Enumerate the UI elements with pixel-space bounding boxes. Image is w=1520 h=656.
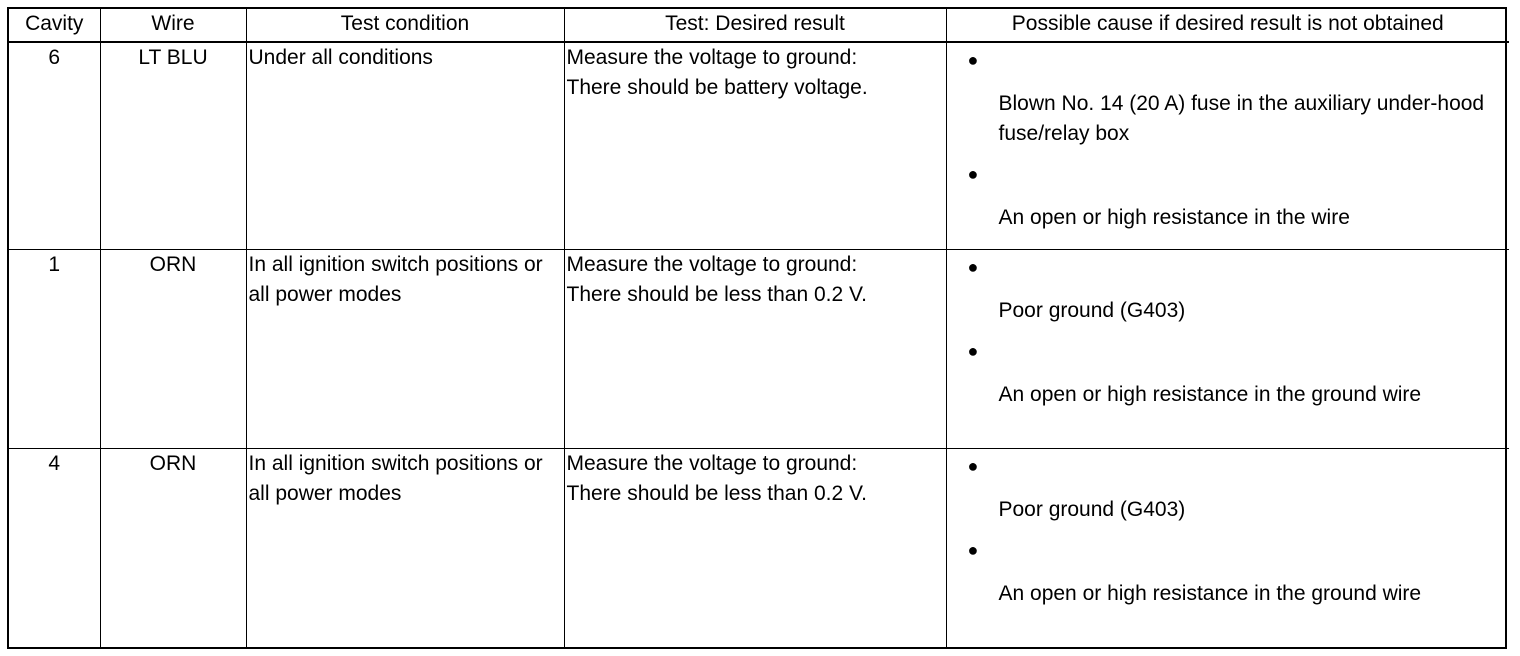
- header-possible-cause: Possible cause if desired result is not obtained: [946, 9, 1509, 42]
- cause-text: An open or high resistance in the ground wire: [998, 383, 1422, 407]
- cause-text: Blown No. 14 (20 A) fuse in the auxiliary under-hood fuse/relay box: [998, 92, 1485, 145]
- cause-item: [968, 451, 1510, 525]
- condition-cell: In all ignition switch positions or all power modes: [246, 250, 564, 449]
- result-line: There should be less than 0.2 V.: [566, 481, 867, 505]
- cavity-cell: 6: [9, 42, 100, 250]
- wire-cell: LT BLU: [100, 42, 246, 250]
- cause-text: An open or high resistance in the ground wire: [998, 581, 1422, 605]
- result-line: Measure the voltage to ground:: [566, 253, 858, 277]
- table-row: [9, 250, 1509, 449]
- result-line: There should be less than 0.2 V.: [566, 283, 867, 307]
- result-cell: [564, 448, 946, 647]
- cause-item: [968, 159, 1510, 233]
- cause-item: [968, 535, 1510, 609]
- table-row: [9, 42, 1509, 250]
- cavity-cell: 4: [9, 448, 100, 647]
- header-wire: Wire: [100, 9, 246, 42]
- bullet-icon: ●: [967, 164, 979, 184]
- result-line: Measure the voltage to ground:: [566, 451, 858, 475]
- bullet-icon: ●: [967, 539, 979, 560]
- header-test-condition: Test condition: [246, 9, 564, 42]
- diagnostic-table-frame: [7, 7, 1507, 649]
- result-cell: [564, 250, 946, 449]
- result-line: There should be battery voltage.: [566, 76, 868, 99]
- cause-item: [968, 336, 1510, 410]
- bullet-icon: ●: [967, 257, 979, 278]
- header-desired-result: Test: Desired result: [564, 9, 946, 42]
- header-row: [9, 9, 1509, 42]
- condition-cell: Under all conditions: [246, 42, 564, 250]
- wire-cell: ORN: [100, 250, 246, 449]
- bullet-icon: ●: [967, 50, 979, 70]
- bullet-icon: ●: [967, 455, 979, 476]
- wire-cell: ORN: [100, 448, 246, 647]
- result-line: Measure the voltage to ground:: [566, 46, 858, 69]
- header-cavity: Cavity: [9, 9, 100, 42]
- cause-text: Poor ground (G403): [998, 497, 1186, 521]
- cavity-cell: 1: [9, 250, 100, 449]
- cause-cell: [946, 448, 1509, 647]
- table-row: [9, 448, 1509, 647]
- bullet-icon: ●: [967, 341, 979, 362]
- diagnostic-table: [9, 9, 1509, 647]
- cause-item: [968, 252, 1510, 326]
- cause-cell: [946, 42, 1509, 250]
- cause-text: An open or high resistance in the wire: [998, 206, 1350, 229]
- result-cell: [564, 42, 946, 250]
- cause-item: [968, 45, 1510, 149]
- cause-cell: [946, 250, 1509, 449]
- condition-cell: In all ignition switch positions or all power modes: [246, 448, 564, 647]
- cause-text: Poor ground (G403): [998, 299, 1186, 323]
